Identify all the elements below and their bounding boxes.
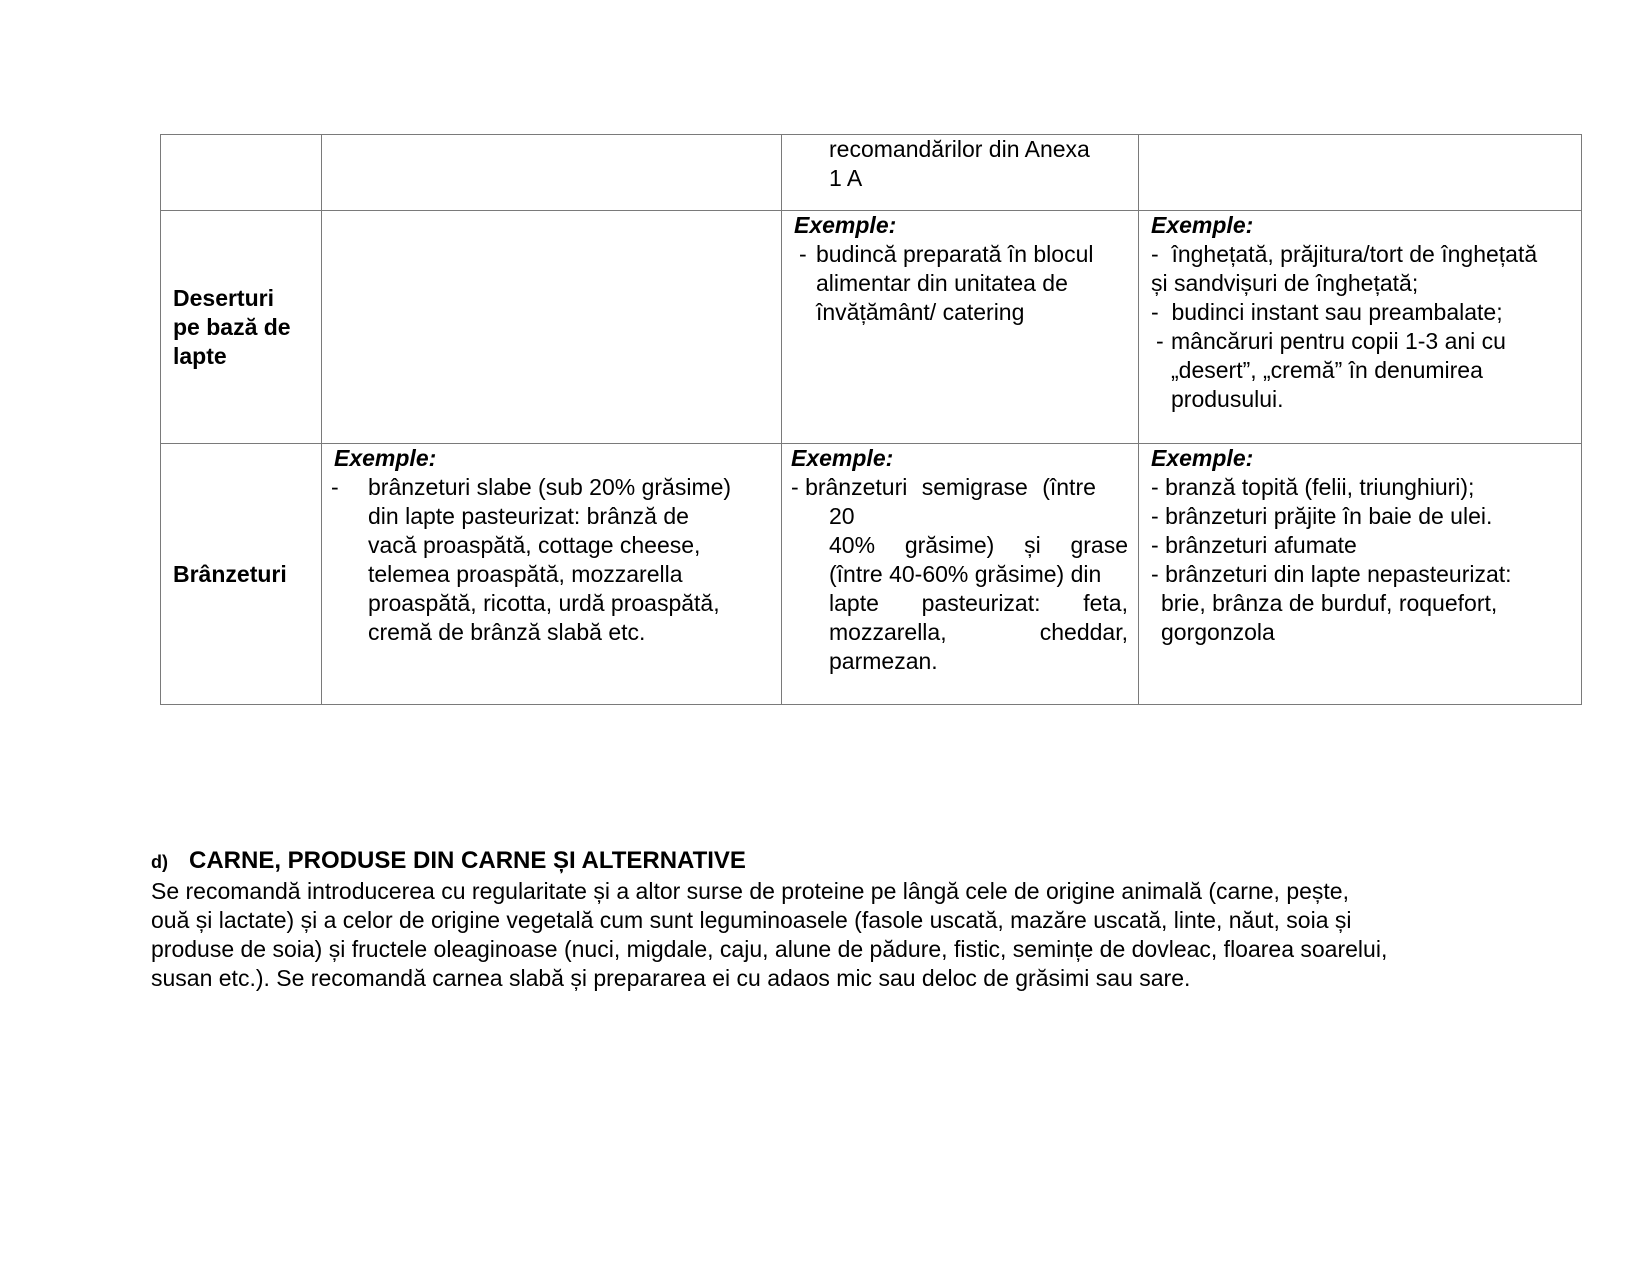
list-item: înghețată, prăjitura/tort de înghețată bbox=[1171, 241, 1538, 267]
table-cell bbox=[161, 211, 322, 444]
list-item: vacă proaspătă, cottage cheese, bbox=[368, 532, 701, 558]
dash: - bbox=[1151, 241, 1159, 267]
table-cell bbox=[322, 211, 782, 444]
list-item: și sandvișuri de înghețată; bbox=[1151, 270, 1419, 296]
dash: - bbox=[1151, 503, 1159, 529]
examples-heading: Exemple: bbox=[791, 445, 894, 471]
table-cell bbox=[322, 444, 782, 705]
table-cell bbox=[161, 444, 322, 705]
table-row bbox=[161, 444, 1582, 705]
list-item: budincă preparată în blocul bbox=[816, 241, 1094, 267]
section-meat bbox=[151, 846, 1551, 993]
list-item: mozzarella, cheddar, bbox=[829, 619, 1128, 645]
list-item: (între 40-60% grăsime) din bbox=[829, 561, 1102, 587]
table-cell bbox=[1139, 444, 1582, 705]
row-label: Deserturi bbox=[173, 285, 274, 311]
list-item: produsului. bbox=[1171, 386, 1284, 412]
examples-heading: Exemple: bbox=[334, 445, 437, 471]
section-title bbox=[151, 846, 1551, 877]
list-item: telemea proaspătă, mozzarella bbox=[368, 561, 683, 587]
text-line: recomandărilor din Anexa bbox=[829, 136, 1090, 162]
dash: - bbox=[799, 241, 807, 267]
table-cell bbox=[782, 135, 1139, 211]
row-label: lapte bbox=[173, 343, 227, 369]
section-heading: CARNE, PRODUSE DIN CARNE ȘI ALTERNATIVE bbox=[189, 847, 746, 874]
row-label: Brânzeturi bbox=[173, 561, 287, 587]
list-item: brie, brânza de burduf, roquefort, bbox=[1161, 590, 1498, 616]
paragraph bbox=[151, 877, 1551, 993]
list-item: gorgonzola bbox=[1161, 619, 1275, 645]
list-item: învățământ/ catering bbox=[816, 299, 1025, 325]
list-item: budinci instant sau preambalate; bbox=[1171, 299, 1503, 325]
list-item: mâncăruri pentru copii 1-3 ani cu bbox=[1171, 328, 1506, 354]
list-item: brânzeturi semigrase (între bbox=[805, 474, 1096, 500]
list-item: branză topită (felii, triunghiuri); bbox=[1165, 474, 1475, 500]
text-line: 1 A bbox=[829, 165, 863, 191]
examples-heading: Exemple: bbox=[1151, 212, 1254, 238]
list-item: cremă de brânză slabă etc. bbox=[368, 619, 646, 645]
list-item: parmezan. bbox=[829, 648, 938, 674]
table-cell bbox=[1139, 135, 1582, 211]
table-row bbox=[161, 211, 1582, 444]
list-item: alimentar din unitatea de bbox=[816, 270, 1068, 296]
list-item: proaspătă, ricotta, urdă proaspătă, bbox=[368, 590, 720, 616]
row-label: pe bază de bbox=[173, 314, 291, 340]
table-cell bbox=[1139, 211, 1582, 444]
dash: - bbox=[331, 474, 339, 500]
table-row bbox=[161, 135, 1582, 211]
list-item: 20 bbox=[829, 503, 855, 529]
list-item: brânzeturi din lapte nepasteurizat: bbox=[1165, 561, 1512, 587]
examples-heading: Exemple: bbox=[1151, 445, 1254, 471]
dash: - bbox=[1151, 474, 1159, 500]
list-item: 40% grăsime) și grase bbox=[829, 532, 1128, 558]
paragraph-line: ouă și lactate) și a celor de origine vegetală cum sunt leguminoasele (fasole uscată, mazăre uscată, linte, năut, soia și bbox=[151, 907, 1352, 933]
list-item: din lapte pasteurizat: brânză de bbox=[368, 503, 689, 529]
list-item: brânzeturi slabe (sub 20% grăsime) bbox=[368, 474, 732, 500]
table-cell bbox=[782, 444, 1139, 705]
paragraph-line: produse de soia) și fructele oleaginoase (nuci, migdale, caju, alune de pădure, fistic, semințe de dovleac, floarea soarelui, bbox=[151, 936, 1388, 962]
table-cell bbox=[161, 135, 322, 211]
dash: - bbox=[1151, 532, 1159, 558]
section-letter: d) bbox=[151, 852, 168, 872]
table-cell bbox=[322, 135, 782, 211]
food-table bbox=[160, 134, 1582, 705]
list-item: brânzeturi afumate bbox=[1165, 532, 1357, 558]
list-item: lapte pasteurizat: feta, bbox=[829, 590, 1128, 616]
list-item: „desert”, „cremă” în denumirea bbox=[1171, 357, 1483, 383]
dash: - bbox=[791, 474, 799, 500]
paragraph-line: Se recomandă introducerea cu regularitate și a altor surse de proteine pe lângă cele de origine animală (carne, pește, bbox=[151, 878, 1349, 904]
dash: - bbox=[1156, 328, 1164, 354]
dash: - bbox=[1151, 561, 1159, 587]
examples-heading: Exemple: bbox=[794, 212, 897, 238]
list-item: brânzeturi prăjite în baie de ulei. bbox=[1165, 503, 1493, 529]
dash: - bbox=[1151, 299, 1159, 325]
table-cell bbox=[782, 211, 1139, 444]
paragraph-line: susan etc.). Se recomandă carnea slabă și prepararea ei cu adaos mic sau deloc de grăsimi sau sare. bbox=[151, 965, 1191, 991]
